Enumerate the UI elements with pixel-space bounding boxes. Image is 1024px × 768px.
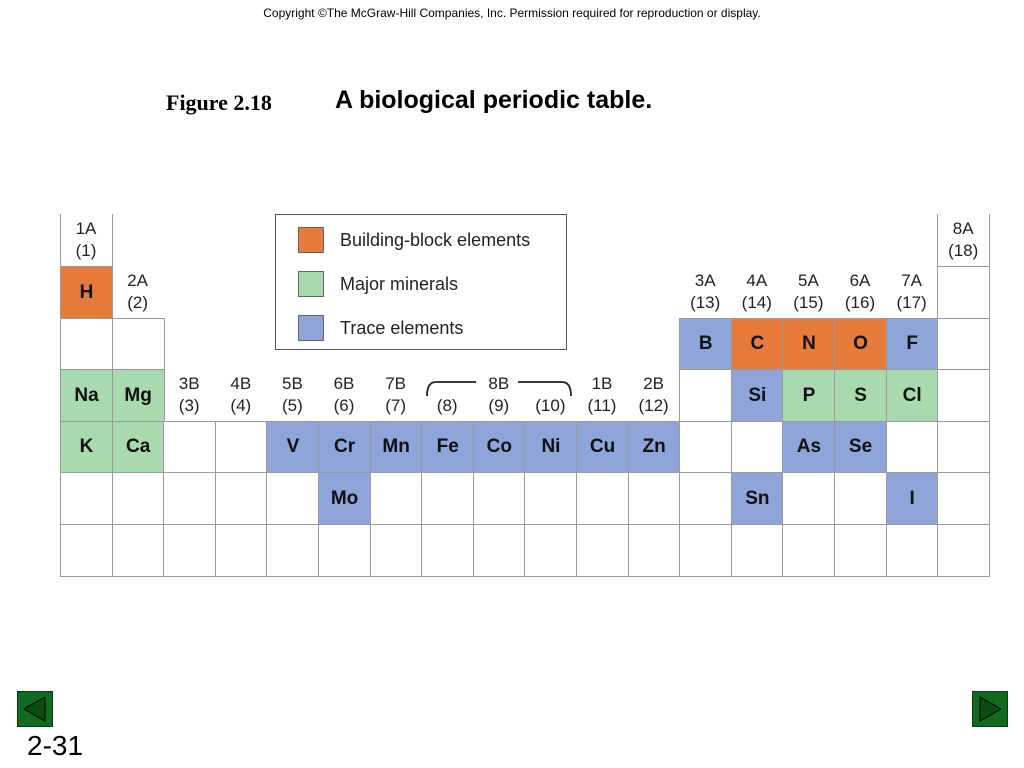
legend-item-trace-elements — [298, 315, 463, 341]
empty-cell — [628, 524, 681, 577]
group-header-name: 8A — [952, 219, 974, 239]
element-v: V — [266, 421, 319, 474]
empty-cell — [163, 472, 216, 525]
empty-cell — [421, 524, 474, 577]
element-n: N — [782, 318, 835, 371]
group-header — [731, 270, 783, 314]
empty-cell — [576, 524, 629, 577]
group-header-name: 2A — [127, 271, 148, 290]
group-header-name: 3B — [178, 374, 200, 394]
element-ni: Ni — [524, 421, 577, 474]
empty-cell — [782, 472, 835, 525]
group-header — [370, 373, 422, 417]
element-co: Co — [473, 421, 526, 474]
legend-label: Trace elements — [340, 317, 464, 338]
group-header-number: (4) — [230, 396, 252, 416]
group-header-number: (10) — [535, 396, 566, 416]
element-mo: Mo — [318, 472, 371, 525]
legend-label: Major minerals — [340, 273, 459, 294]
empty-cell — [473, 472, 526, 525]
legend-item-building-block — [298, 227, 530, 253]
empty-cell — [679, 421, 732, 474]
group-header-number: (3) — [178, 396, 200, 416]
group-header-number: (6) — [333, 396, 355, 416]
empty-cell — [266, 472, 319, 525]
group-header-number: (8) — [436, 396, 458, 416]
legend-swatch-trace-elements — [298, 315, 324, 341]
element-cl: Cl — [886, 369, 939, 422]
group-header — [266, 373, 318, 417]
element-s: S — [834, 369, 887, 422]
empty-cell — [886, 524, 939, 577]
group-header-name: 3A — [694, 271, 716, 290]
empty-cell — [937, 421, 990, 474]
group-header — [112, 270, 164, 314]
empty-cell — [163, 524, 216, 577]
empty-cell — [421, 472, 474, 525]
element-fe: Fe — [421, 421, 474, 474]
group-header-name: 6B — [333, 374, 355, 394]
group-header-name: 5A — [797, 271, 819, 290]
element-cu: Cu — [576, 421, 629, 474]
empty-cell — [937, 318, 990, 371]
group-header-number: (12) — [638, 396, 669, 416]
element-p: P — [782, 369, 835, 422]
figure-title: A biological periodic table. — [335, 86, 653, 114]
group-header-name: 4B — [230, 374, 252, 394]
group-header-number: (18) — [948, 241, 979, 261]
empty-cell — [215, 421, 268, 474]
group-8b-bracket — [424, 378, 574, 398]
empty-cell — [679, 524, 732, 577]
element-zn: Zn — [628, 421, 681, 474]
group-header — [576, 373, 628, 417]
empty-cell — [679, 472, 732, 525]
empty-cell — [628, 472, 681, 525]
empty-cell — [731, 524, 784, 577]
empty-cell — [937, 369, 990, 422]
element-sn: Sn — [731, 472, 784, 525]
group-header-name: 5B — [281, 374, 303, 394]
empty-cell — [473, 524, 526, 577]
group-header-number: (2) — [127, 293, 148, 312]
group-header-frame — [937, 214, 990, 267]
element-c: C — [731, 318, 784, 371]
empty-cell — [318, 524, 371, 577]
empty-cell — [60, 524, 113, 577]
group-header-number: (5) — [282, 396, 303, 416]
empty-cell — [524, 472, 577, 525]
empty-cell — [60, 318, 113, 371]
empty-cell — [266, 524, 319, 577]
empty-cell — [576, 472, 629, 525]
group-header-number: (14) — [741, 293, 772, 312]
empty-cell — [215, 472, 268, 525]
element-h: H — [60, 266, 113, 319]
group-header — [215, 373, 267, 417]
group-header-name: 7A — [901, 271, 922, 290]
group-header-number: (17) — [896, 293, 927, 312]
element-as: As — [782, 421, 835, 474]
empty-cell — [834, 524, 887, 577]
group-header-name: 6A — [849, 271, 871, 290]
empty-cell — [112, 318, 165, 371]
element-se: Se — [834, 421, 887, 474]
slide-number: 2-31 — [27, 730, 84, 761]
element-mg: Mg — [112, 369, 165, 422]
legend-swatch-building-block — [298, 227, 324, 253]
group-header-name: 1B — [591, 374, 613, 394]
empty-cell — [731, 421, 784, 474]
element-i: I — [886, 472, 939, 525]
copyright-notice: Copyright ©The McGraw-Hill Companies, Inc. Permission required for reproduction or display. — [263, 6, 761, 20]
group-header-number: (16) — [844, 293, 876, 312]
element-cr: Cr — [318, 421, 371, 474]
empty-cell — [937, 266, 990, 319]
group-header — [628, 373, 680, 417]
element-si: Si — [731, 369, 784, 422]
group-header — [834, 270, 886, 314]
empty-cell — [679, 369, 732, 422]
group-header — [886, 270, 938, 314]
element-o: O — [834, 318, 887, 371]
triangle-right-icon — [973, 692, 1007, 726]
element-mn: Mn — [370, 421, 423, 474]
element-ca: Ca — [112, 421, 165, 474]
empty-cell — [524, 524, 577, 577]
legend-item-major-minerals — [298, 271, 458, 297]
group-header-number: (15) — [793, 293, 824, 312]
legend — [275, 214, 567, 350]
group-header-number: (1) — [75, 241, 97, 261]
legend-swatch-major-minerals — [298, 271, 324, 297]
figure-label: Figure 2.18 — [166, 90, 272, 115]
empty-cell — [112, 524, 165, 577]
group-header-number: (13) — [690, 293, 721, 312]
legend-label: Building-block elements — [340, 229, 531, 250]
group-header-number: (11) — [587, 396, 617, 416]
empty-cell — [370, 472, 423, 525]
element-b: B — [679, 318, 732, 371]
empty-cell — [112, 472, 165, 525]
group-header-name: 2B — [643, 374, 664, 394]
empty-cell — [886, 421, 939, 474]
group-header-name: 8B — [488, 374, 510, 394]
element-na: Na — [60, 369, 113, 422]
next-slide-button[interactable] — [972, 691, 1008, 727]
group-header — [163, 373, 215, 417]
triangle-left-icon — [18, 692, 52, 726]
group-header — [679, 270, 731, 314]
group-header-number: (9) — [488, 396, 510, 416]
group-header-frame — [60, 214, 113, 267]
group-header-name: 4A — [746, 271, 768, 290]
empty-cell — [834, 472, 887, 525]
prev-slide-button[interactable] — [17, 691, 53, 727]
group-header-name: 1A — [75, 219, 97, 239]
empty-cell — [60, 472, 113, 525]
empty-cell — [370, 524, 423, 577]
empty-cell — [163, 421, 216, 474]
empty-cell — [782, 524, 835, 577]
group-header — [782, 270, 834, 314]
group-header — [318, 373, 370, 417]
empty-cell — [937, 524, 990, 577]
group-header-name: 7B — [385, 374, 406, 394]
group-header-number: (7) — [385, 396, 406, 416]
element-k: K — [60, 421, 113, 474]
empty-cell — [937, 472, 990, 525]
empty-cell — [215, 524, 268, 577]
element-f: F — [886, 318, 939, 371]
